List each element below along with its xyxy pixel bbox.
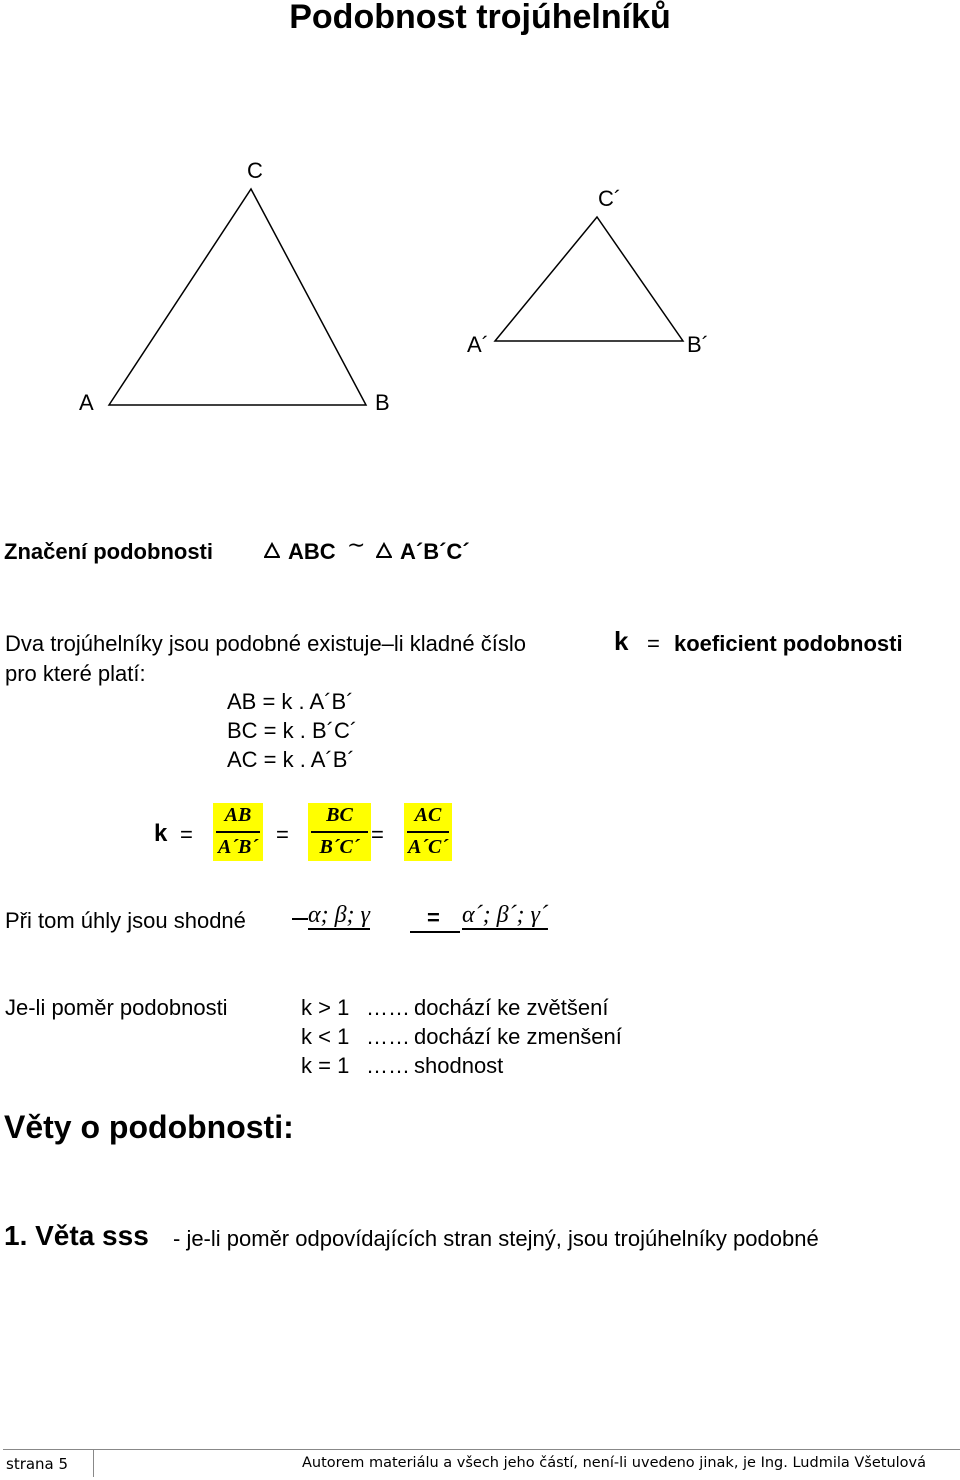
- theorem-1-text: - je-li poměr odpovídajících stran stejný, jsou trojúhelníky podobné: [173, 1226, 819, 1251]
- angles-eq: =: [427, 905, 440, 930]
- equation-ac: AC = k . A´B´: [227, 747, 355, 772]
- page-title: Podobnost trojúhelníků: [289, 0, 671, 36]
- triangle-symbol-icon: [376, 542, 392, 558]
- vertex-a-prime-label: A´: [467, 332, 489, 357]
- vertex-c-prime-label: C´: [598, 186, 622, 211]
- footer-divider: [3, 1449, 960, 1450]
- case-cond: k < 1: [301, 1024, 350, 1049]
- case-result: dochází ke zvětšení: [414, 995, 609, 1020]
- case-cond: k > 1: [301, 995, 350, 1020]
- footer-author: Autorem materiálu a všech jeho částí, není-li uvedeno jinak, je Ing. Ludmila Všetulová: [302, 1455, 927, 1471]
- fraction-bc-numerator: BC: [326, 804, 353, 826]
- big-triangle: [109, 189, 366, 405]
- definition-line2: pro které platí:: [5, 661, 146, 686]
- k-symbol: k: [614, 626, 629, 656]
- theorems-heading: Věty o podobnosti:: [4, 1109, 294, 1145]
- definition-line1: Dva trojúhelníky jsou podobné existuje–li kladné číslo: [5, 631, 526, 656]
- notation-left: ABC: [288, 539, 336, 564]
- angles-underline-mid: [410, 931, 460, 933]
- angles-right: α´; β´; γ´: [462, 902, 548, 928]
- case-result: dochází ke zmenšení: [414, 1024, 622, 1049]
- triangle-symbol-icon: [264, 542, 280, 558]
- ratio-eq3: =: [371, 822, 384, 847]
- fraction-bc-denominator: B´C´: [319, 836, 360, 858]
- vertex-b-prime-label: B´: [687, 332, 709, 357]
- case-cond: k = 1: [301, 1053, 350, 1078]
- angles-left: α; β; γ: [308, 902, 370, 928]
- angles-underline-lead: [292, 918, 308, 920]
- equation-ab: AB = k . A´B´: [227, 689, 354, 714]
- small-triangle: [495, 217, 683, 341]
- fraction-ac-denominator: A´C´: [408, 836, 448, 858]
- similar-triangles-figure: [0, 0, 960, 440]
- notation-label: Značení podobnosti: [4, 539, 213, 564]
- theorem-1-title: 1. Věta sss: [4, 1220, 149, 1251]
- vertex-c-label: C: [247, 158, 263, 183]
- page-number: strana 5: [6, 1455, 69, 1473]
- fraction-ac-numerator: AC: [414, 804, 442, 826]
- ratio-k: k: [154, 820, 168, 847]
- case-dots: ……: [366, 995, 410, 1020]
- fraction-ab-numerator: AB: [224, 804, 252, 826]
- notation-right: A´B´C´: [400, 539, 470, 564]
- similar-symbol: ∼: [347, 532, 366, 557]
- ratio-eq1: =: [180, 822, 193, 847]
- equation-bc: BC = k . B´C´: [227, 718, 358, 743]
- case-result: shodnost: [414, 1053, 504, 1078]
- fraction-ab: [213, 803, 263, 861]
- ratio-eq2: =: [276, 822, 289, 847]
- vertex-b-label: B: [375, 390, 390, 415]
- cases-label: Je-li poměr podobnosti: [5, 995, 228, 1020]
- angles-text: Při tom úhly jsou shodné: [5, 908, 246, 933]
- fraction-ac: [404, 803, 452, 861]
- fraction-ab-denominator: A´B´: [218, 836, 258, 858]
- vertex-a-label: A: [79, 390, 94, 415]
- definition-eq: =: [647, 631, 660, 656]
- fraction-bc: [308, 803, 371, 861]
- case-dots: ……: [366, 1024, 410, 1049]
- footer-separator: [93, 1449, 94, 1477]
- case-dots: ……: [366, 1053, 410, 1078]
- coefficient-label: koeficient podobnosti: [674, 631, 903, 656]
